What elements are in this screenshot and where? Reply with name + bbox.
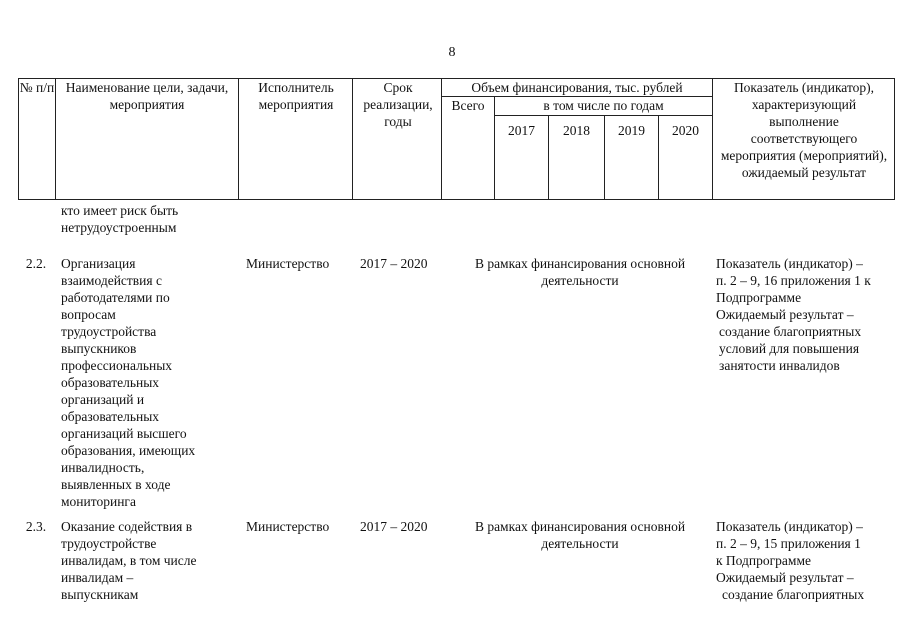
header-by-years: в том числе по годам bbox=[543, 98, 664, 113]
text-line: кто имеет риск быть bbox=[61, 203, 179, 218]
text-line: деятельности bbox=[541, 536, 619, 551]
col-divider bbox=[712, 78, 713, 200]
col-divider bbox=[55, 78, 56, 200]
header-bottom-border bbox=[18, 199, 894, 200]
row-funding bbox=[455, 518, 705, 552]
text-line: нетрудоустроенным bbox=[61, 220, 177, 235]
header-year: 2020 bbox=[672, 123, 699, 138]
row-executor: Министерство bbox=[246, 256, 330, 271]
text-line: Показатель (индикатор) – bbox=[716, 519, 863, 534]
row-executor: Министерство bbox=[246, 519, 330, 534]
row-indicator bbox=[716, 518, 896, 603]
text-line: выпускникам bbox=[61, 587, 139, 602]
text-line: п. 2 – 9, 16 приложения 1 к bbox=[716, 273, 871, 288]
text-line: Оказание содействия в bbox=[61, 519, 193, 534]
text-line: мониторинга bbox=[61, 494, 136, 509]
text-line: создание благоприятных bbox=[722, 587, 865, 602]
col-divider bbox=[352, 78, 353, 200]
row-funding bbox=[455, 255, 705, 289]
text-line: инвалидам, в том числе bbox=[61, 553, 197, 568]
header-indicator: Показатель (индикатор), характеризующий выполнение соответствующего мероприятия (мероприятий), ожидаемый результат bbox=[720, 80, 888, 180]
row-number: 2.2. bbox=[25, 256, 47, 271]
row-term: 2017 – 2020 bbox=[360, 256, 428, 271]
text-line: п. 2 – 9, 15 приложения 1 bbox=[716, 536, 861, 551]
row-number: 2.3. bbox=[25, 519, 47, 534]
row-name bbox=[61, 518, 237, 603]
page-number: 8 bbox=[448, 45, 456, 60]
header-num: № п/п bbox=[19, 80, 55, 95]
text-line: Ожидаемый результат – bbox=[716, 570, 854, 585]
text-line: образовательных bbox=[61, 409, 160, 424]
text-line: Подпрограмме bbox=[716, 290, 802, 305]
text-line: деятельности bbox=[541, 273, 619, 288]
text-line: образовательных bbox=[61, 375, 160, 390]
row-indicator bbox=[716, 255, 896, 374]
header-right-border bbox=[894, 78, 895, 200]
text-line: Организация bbox=[61, 256, 136, 271]
text-line: вопросам bbox=[61, 307, 116, 322]
text-line: Ожидаемый результат – bbox=[716, 307, 854, 322]
text-line: инвалидность, bbox=[61, 460, 145, 475]
text-line: взаимодействия с bbox=[61, 273, 162, 288]
text-line: профессиональных bbox=[61, 358, 173, 373]
col-divider bbox=[238, 78, 239, 200]
text-line: организаций и bbox=[61, 392, 145, 407]
header-funding: Объем финансирования, тыс. рублей bbox=[471, 80, 683, 95]
text-line: занятости инвалидов bbox=[719, 358, 840, 373]
header-year: 2019 bbox=[618, 123, 645, 138]
header-name: Наименование цели, задачи, мероприятия bbox=[65, 80, 229, 112]
row-name bbox=[61, 255, 237, 510]
row-term: 2017 – 2020 bbox=[360, 519, 428, 534]
text-line: создание благоприятных bbox=[719, 324, 862, 339]
text-line: инвалидам – bbox=[61, 570, 134, 585]
header-total: Всего bbox=[451, 98, 485, 113]
text-line: образования, имеющих bbox=[61, 443, 196, 458]
header-year: 2017 bbox=[508, 123, 535, 138]
header-executor: Исполнитель мероприятия bbox=[258, 80, 334, 112]
text-line: трудоустройства bbox=[61, 324, 157, 339]
text-line: условий для повышения bbox=[719, 341, 860, 356]
header-year: 2018 bbox=[563, 123, 590, 138]
text-line: выпускников bbox=[61, 341, 137, 356]
years-divider bbox=[494, 115, 712, 116]
text-line: Показатель (индикатор) – bbox=[716, 256, 863, 271]
text-line: организаций высшего bbox=[61, 426, 187, 441]
text-line: трудоустройстве bbox=[61, 536, 157, 551]
text-line: В рамках финансирования основной bbox=[474, 519, 686, 534]
header-left-border bbox=[18, 78, 19, 200]
text-line: выявленных в ходе bbox=[61, 477, 171, 492]
text-line: к Подпрограмме bbox=[716, 553, 811, 568]
text-line: работодателями по bbox=[61, 290, 170, 305]
continuation-text bbox=[61, 202, 178, 236]
text-line: В рамках финансирования основной bbox=[474, 256, 686, 271]
header-term: Срок реализации, годы bbox=[363, 80, 433, 129]
